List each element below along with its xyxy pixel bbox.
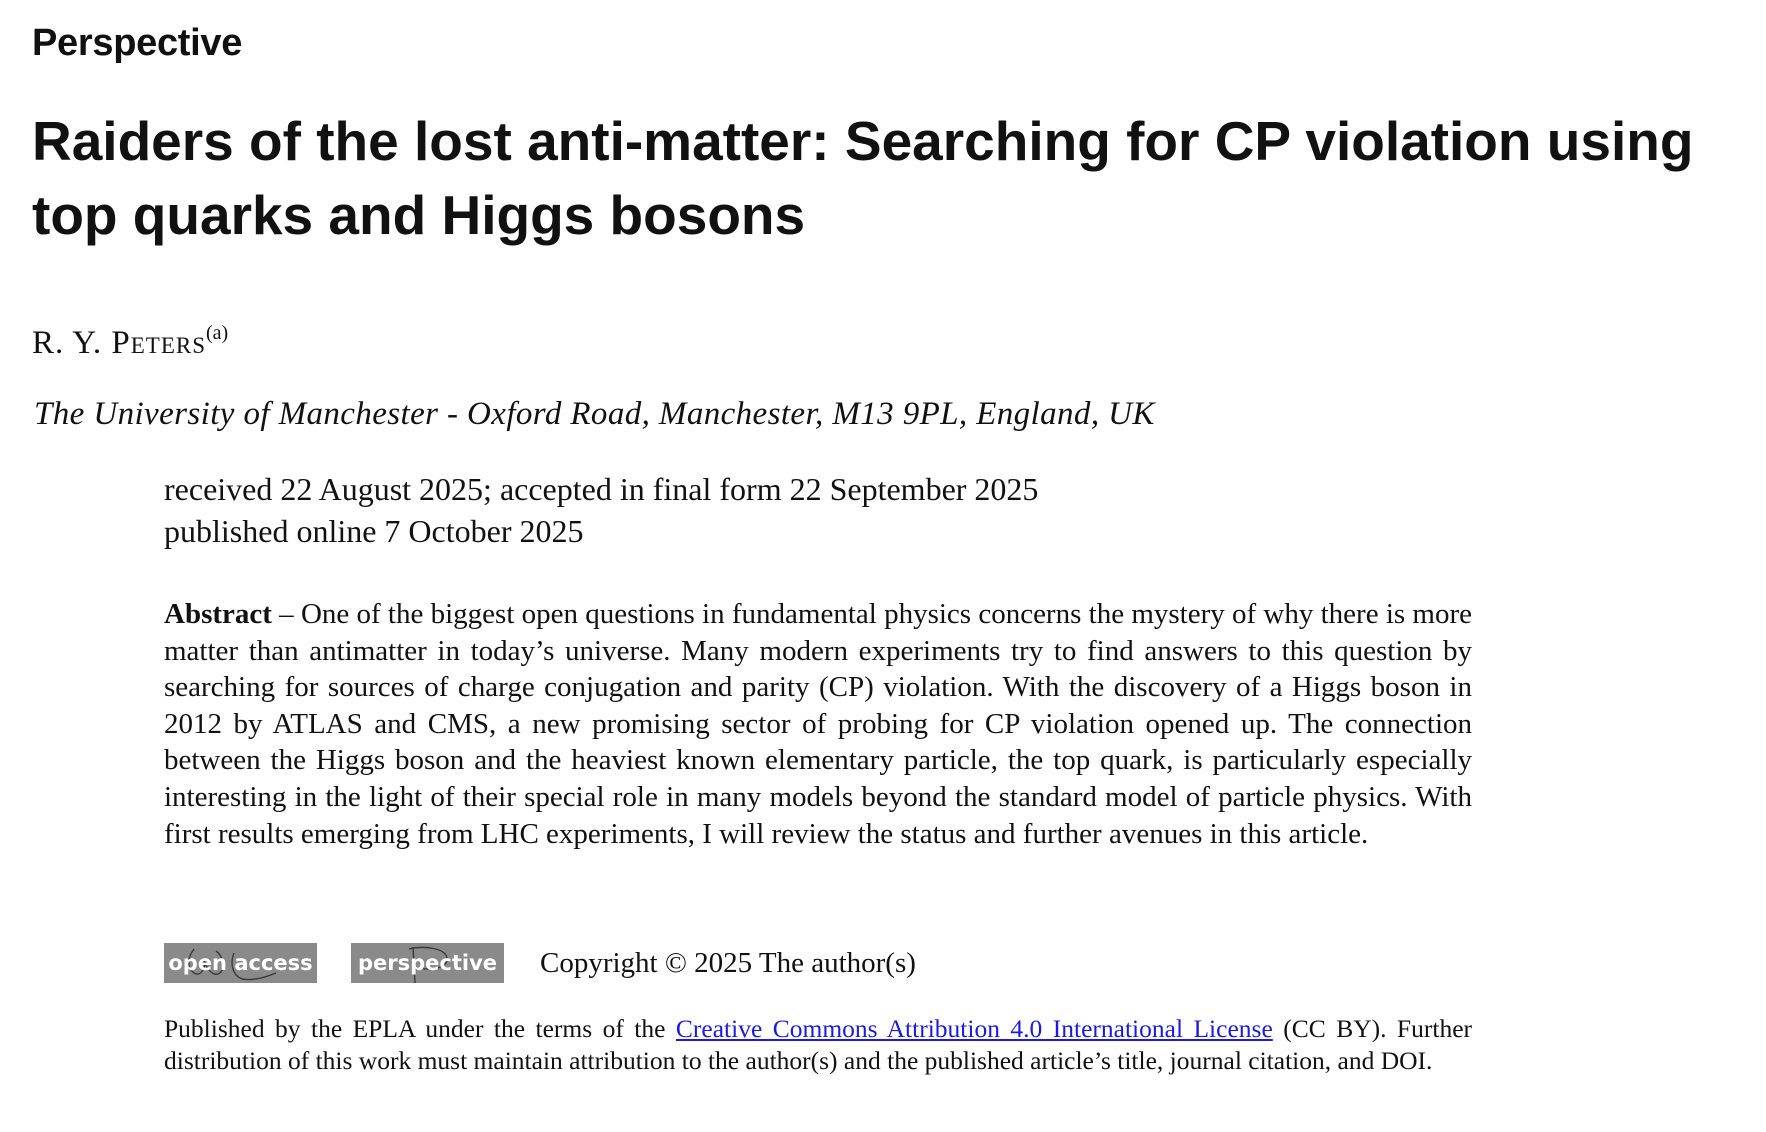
license-statement <box>164 1013 1472 1076</box>
received-accepted-dates: received 22 August 2025; accepted in final form 22 September 2025 <box>164 471 1039 507</box>
license-prefix: Published by the EPLA under the terms of the <box>164 1014 676 1043</box>
open-access-badge <box>164 943 317 983</box>
badge-row <box>164 942 916 984</box>
author-footnote-mark[interactable]: (a) <box>206 322 229 344</box>
copyright-notice: Copyright © 2025 The author(s) <box>540 946 916 979</box>
abstract-label: Abstract <box>164 598 272 630</box>
perspective-badge <box>351 943 504 983</box>
abstract-text: One of the biggest open questions in fundamental physics concerns the mystery of why there is more matter than antimatter in today’s universe. Many modern experiments try to find answers to this question by searching for sources of charge conjugation and parity (CP) violation. With the discovery of a Higgs boson in 2012 by ATLAS and CMS, a new promising sector of probing for CP violation opened up. The connection between the Higgs boson and the heaviest known elementary particle, the top quark, is particularly especially interesting in the light of their special role in many models beyond the standard model of particle physics. With first results emerging from LHC experiments, I will review the status and further avenues in this article. <box>164 598 1472 850</box>
author-affiliation: The University of Manchester - Oxford Road, Manchester, M13 9PL, England, UK <box>34 396 1155 432</box>
cc-by-license-link[interactable]: Creative Commons Attribution 4.0 International License <box>675 1014 1273 1043</box>
publication-dates <box>164 468 1038 552</box>
author-line <box>32 322 228 362</box>
published-date: published online 7 October 2025 <box>164 513 584 549</box>
open-access-badge-label: open access <box>168 951 313 975</box>
section-label: Perspective <box>32 22 243 64</box>
author-surname: Peters <box>111 325 207 361</box>
abstract-separator: – <box>271 598 301 630</box>
license-suffix: (CC BY). Further distribution of this work must maintain attribution to the author(s) and the published article’s title, journal citation, and DOI. <box>164 1014 1473 1075</box>
abstract <box>164 596 1472 852</box>
perspective-badge-label: perspective <box>357 951 498 975</box>
article-title: Raiders of the lost anti-matter: Searching for CP violation using top quarks and Higgs bosons <box>32 110 1694 246</box>
author-initials: R. Y. <box>32 325 112 361</box>
